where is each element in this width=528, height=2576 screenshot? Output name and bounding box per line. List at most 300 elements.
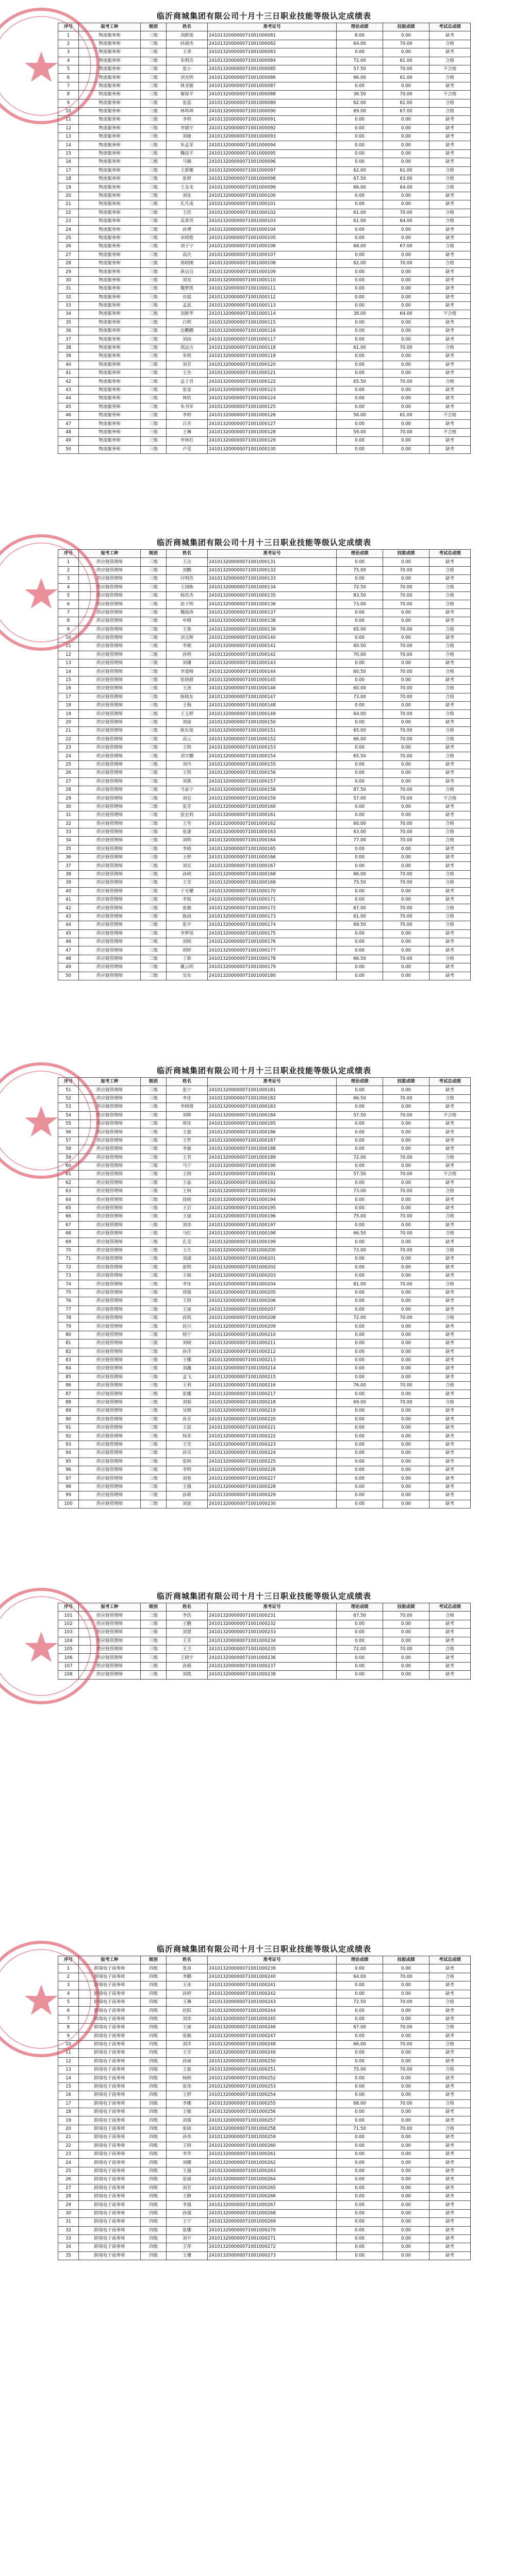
table-cell: 91 (58, 1424, 79, 1432)
table-header-row (58, 23, 471, 31)
table-cell: 26 (58, 769, 79, 777)
table-row (58, 1432, 471, 1440)
table-cell: 物流服务师 (79, 31, 141, 40)
table-cell: 供应链管理师 (79, 1654, 141, 1662)
table-cell: 241013200000071001000163 (208, 828, 337, 836)
table-cell: 缺考 (430, 1272, 471, 1280)
table-cell: 86 (58, 1382, 79, 1390)
table-cell: 供应链管理师 (79, 608, 141, 617)
table-cell: 65.50 (337, 378, 383, 386)
table-cell: 缺考 (430, 369, 471, 378)
table-cell: 0.00 (337, 1373, 383, 1381)
table-cell: 66 (58, 1213, 79, 1221)
table-cell: 三级 (141, 386, 167, 394)
table-row (58, 2251, 471, 2260)
table-cell: 缺考 (430, 1323, 471, 1331)
table-cell: 70.00 (383, 752, 430, 760)
table-row (58, 226, 471, 234)
table-cell: 31 (58, 285, 79, 293)
table-cell: 46 (58, 938, 79, 946)
table-cell: 四级 (141, 2142, 167, 2150)
table-cell: 三级 (141, 845, 167, 853)
table-cell: 孔莹 (167, 1238, 208, 1246)
table-cell: 0.00 (337, 896, 383, 904)
table-cell: 王梅 (167, 702, 208, 710)
table-cell: 29 (58, 794, 79, 803)
table-cell: 于晶 (167, 1179, 208, 1187)
table-cell: 合格 (430, 1645, 471, 1653)
table-cell: 28 (58, 2192, 79, 2200)
table-cell: 林鸣坤 (167, 107, 208, 115)
table-cell: 12 (58, 2057, 79, 2065)
table-cell: 王硕 (167, 1272, 208, 1280)
table-cell: 三级 (141, 40, 167, 48)
table-cell: 0.00 (337, 1654, 383, 1662)
table-cell: 0.00 (383, 1128, 430, 1137)
table-cell: 16 (58, 158, 79, 166)
table-cell: 21 (58, 200, 79, 209)
table-row (58, 276, 471, 284)
table-cell: 62 (58, 1179, 79, 1187)
table-cell: 四级 (141, 2218, 167, 2226)
table-cell: 0.00 (383, 2082, 430, 2091)
table-cell: 70.00 (383, 955, 430, 963)
table-cell: 61.00 (337, 209, 383, 217)
table-cell: 供应链管理师 (79, 1188, 141, 1196)
table-row (58, 2108, 471, 2116)
table-cell: 241013200000071001000086 (208, 74, 337, 82)
table-cell: 32 (58, 2226, 79, 2234)
table-cell: 缺考 (430, 268, 471, 276)
table-cell: 三级 (141, 149, 167, 158)
table-cell: 赵阳 (167, 2007, 208, 2015)
table-cell: 88 (58, 1398, 79, 1406)
table-cell: 70.00 (383, 2024, 430, 2032)
table-cell: 241013200000071001000185 (208, 1120, 337, 1128)
table-cell: 0.00 (337, 575, 383, 583)
table-cell: 35 (58, 845, 79, 853)
table-cell: 70.00 (383, 591, 430, 600)
table-cell: 70.00 (383, 1314, 430, 1322)
table-cell: 三级 (141, 862, 167, 870)
table-row (58, 2150, 471, 2158)
table-cell: 赵兴 (167, 1323, 208, 1331)
table-cell: 李锐 (167, 896, 208, 904)
table-cell: 0.00 (383, 1365, 430, 1373)
table-cell: 三级 (141, 1407, 167, 1415)
score-table (58, 1077, 471, 1509)
table-cell: 跨境电子商务师 (79, 2007, 141, 2015)
table-cell: 王婷 (167, 854, 208, 862)
table-cell: 39 (58, 352, 79, 361)
table-cell: 缺考 (430, 1086, 471, 1094)
table-cell: 白明 (167, 318, 208, 327)
table-cell: 供应链管理师 (79, 659, 141, 668)
table-cell: 四级 (141, 2226, 167, 2234)
table-cell: 马家宁 (167, 786, 208, 794)
table-cell: 物流服务师 (79, 318, 141, 327)
table-cell: 65.00 (337, 727, 383, 735)
table-cell: 三级 (141, 1620, 167, 1628)
table-cell: 0.00 (337, 2243, 383, 2251)
table-cell: 缺考 (430, 31, 471, 40)
table-cell: 供应链管理师 (79, 1314, 141, 1322)
table-cell: 241013200000071001000123 (208, 386, 337, 394)
table-cell: 0.00 (337, 2176, 383, 2184)
table-cell: 三级 (141, 1120, 167, 1128)
table-cell: 供应链管理师 (79, 1407, 141, 1415)
table-cell: 15 (58, 149, 79, 158)
table-row (58, 769, 471, 777)
table-cell: 物流服务师 (79, 91, 141, 99)
table-cell: 跨境电子商务师 (79, 2091, 141, 2099)
table-row (58, 1179, 471, 1187)
table-cell: 合格 (430, 625, 471, 634)
table-cell: 0.00 (383, 2159, 430, 2167)
table-row (58, 1475, 471, 1483)
table-cell: 241013200000071001000155 (208, 760, 337, 769)
table-cell: 王珊 (167, 2251, 208, 2260)
table-row (58, 938, 471, 946)
table-cell: 三级 (141, 1272, 167, 1280)
table-cell: 三级 (141, 820, 167, 828)
table-cell: 23 (58, 2150, 79, 2158)
table-cell: 241013200000071001000112 (208, 293, 337, 301)
table-cell: 0.00 (383, 1424, 430, 1432)
table-cell: 43 (58, 912, 79, 921)
table-cell: 241013200000071001000154 (208, 752, 337, 760)
table-cell: 三级 (141, 107, 167, 115)
table-cell: 王柯 (167, 1188, 208, 1196)
table-cell: 物流服务师 (79, 386, 141, 394)
table-row (58, 420, 471, 428)
table-cell: 李朝 (167, 642, 208, 651)
table-cell: 缺考 (430, 445, 471, 453)
table-cell: 缺考 (430, 1255, 471, 1263)
table-cell: 供应链管理师 (79, 1128, 141, 1137)
table-row (58, 91, 471, 99)
table-cell: 0.00 (337, 1662, 383, 1670)
table-cell: 三级 (141, 794, 167, 803)
table-cell: 四级 (141, 2099, 167, 2108)
table-cell: 缺考 (430, 192, 471, 200)
table-cell: 供应链管理师 (79, 1612, 141, 1620)
table-row (58, 2209, 471, 2217)
column-header: 技能成绩 (383, 1078, 430, 1086)
table-cell: 四级 (141, 2049, 167, 2057)
table-cell: 缺考 (430, 420, 471, 428)
table-cell: 物流服务师 (79, 352, 141, 361)
table-cell: 0.00 (337, 862, 383, 870)
table-cell: 陈东旭 (167, 727, 208, 735)
table-cell: 李晓倩 (167, 1103, 208, 1111)
table-cell: 供应链管理师 (79, 1213, 141, 1221)
table-cell: 241013200000071001000268 (208, 2209, 337, 2217)
table-cell: 三级 (141, 48, 167, 57)
table-cell: 王浩 (167, 209, 208, 217)
table-cell: 不合格 (430, 91, 471, 99)
table-cell: 241013200000071001000158 (208, 786, 337, 794)
table-cell: 丁新 (167, 955, 208, 963)
table-cell: 合格 (430, 693, 471, 701)
table-cell: 66.00 (337, 870, 383, 878)
table-cell: 三级 (141, 1475, 167, 1483)
table-cell: 四级 (141, 2234, 167, 2243)
table-cell: 0.00 (383, 1086, 430, 1094)
table-cell: 缺考 (430, 1306, 471, 1314)
table-cell: 241013200000071001000232 (208, 1620, 337, 1628)
table-cell: 供应链管理师 (79, 837, 141, 845)
table-row (58, 192, 471, 200)
table-cell: 0.00 (337, 777, 383, 786)
table-cell: 241013200000071001000245 (208, 2015, 337, 2023)
table-cell: 0.00 (337, 1221, 383, 1229)
table-row (58, 676, 471, 684)
table-cell: 21 (58, 727, 79, 735)
table-row (58, 2142, 471, 2150)
table-cell: 48 (58, 955, 79, 963)
table-cell: 供应链管理师 (79, 735, 141, 743)
table-cell: 孙丽 (167, 2057, 208, 2065)
table-cell: 0.00 (383, 972, 430, 980)
table-cell: 70.00 (383, 1612, 430, 1620)
table-cell: 67.50 (337, 175, 383, 183)
table-cell: 70.00 (383, 65, 430, 73)
table-cell: 241013200000071001000144 (208, 668, 337, 676)
column-header: 理论成绩 (337, 23, 383, 31)
table-cell: 王利 (167, 1382, 208, 1390)
table-cell: 跨境电子商务师 (79, 1990, 141, 1998)
table-cell: 缺考 (430, 1297, 471, 1306)
table-cell: 孙明 (167, 651, 208, 659)
table-cell: 36.50 (337, 91, 383, 99)
table-cell: 3 (58, 48, 79, 57)
table-cell: 106 (58, 1654, 79, 1662)
table-row (58, 133, 471, 141)
table-cell: 0.00 (383, 1255, 430, 1263)
table-cell: 刘强 (167, 2116, 208, 2125)
table-cell: 缺考 (430, 558, 471, 566)
table-cell: 三级 (141, 91, 167, 99)
table-cell: 四级 (141, 2040, 167, 2048)
table-cell: 0.00 (383, 1103, 430, 1111)
table-cell: 0.00 (383, 2201, 430, 2209)
table-cell: 孙凯 (167, 1314, 208, 1322)
page-title: 临沂商城集团有限公司十月十三日职业技能等级认定成绩表 (156, 1066, 371, 1075)
table-cell: 241013200000071001000194 (208, 1196, 337, 1204)
table-cell: 缺考 (430, 2150, 471, 2158)
table-cell: 0.00 (383, 1483, 430, 1491)
table-cell: 0.00 (337, 133, 383, 141)
table-cell: 68.00 (337, 2099, 383, 2108)
table-cell: 缺考 (430, 133, 471, 141)
table-cell: 三级 (141, 1373, 167, 1381)
table-cell: 缺考 (430, 327, 471, 335)
table-cell: 缺考 (430, 1990, 471, 1998)
table-row (58, 1120, 471, 1128)
table-cell: 97 (58, 1475, 79, 1483)
table-cell: 供应链管理师 (79, 1671, 141, 1679)
table-cell: 8.00 (337, 31, 383, 40)
table-row (58, 1637, 471, 1645)
table-cell: 0.00 (337, 1331, 383, 1339)
table-row (58, 2066, 471, 2074)
table-cell: 57 (58, 1137, 79, 1145)
page-title: 临沂商城集团有限公司十月十三日职业技能等级认定成绩表 (156, 1591, 371, 1601)
table-cell: 51 (58, 1086, 79, 1094)
table-cell: 缺考 (430, 608, 471, 617)
table-cell: 241013200000071001000088 (208, 91, 337, 99)
table-cell: 0.00 (383, 2074, 430, 2082)
table-cell: 241013200000071001000234 (208, 1637, 337, 1645)
table-row (58, 786, 471, 794)
table-row (58, 141, 471, 149)
table-cell: 跨境电子商务师 (79, 2074, 141, 2082)
table-cell: 物流服务师 (79, 268, 141, 276)
table-cell: 241013200000071001000111 (208, 285, 337, 293)
table-cell: 马宁 (167, 1162, 208, 1170)
table-cell: 85 (58, 1373, 79, 1381)
table-cell: 241013200000071001000202 (208, 1263, 337, 1272)
table-cell: 孙伟 (167, 2133, 208, 2142)
table-cell: 45 (58, 929, 79, 938)
table-cell: 三级 (141, 1162, 167, 1170)
table-cell: 67.00 (383, 243, 430, 251)
table-cell: 0.00 (383, 676, 430, 684)
table-cell: 供应链管理师 (79, 1103, 141, 1111)
table-cell: 刘鑫 (167, 1365, 208, 1373)
table-cell: 0.00 (337, 854, 383, 862)
table-cell: 0.00 (337, 2074, 383, 2082)
table-cell: 合格 (430, 1230, 471, 1238)
table-cell: 38.00 (337, 310, 383, 318)
table-cell: 物流服务师 (79, 65, 141, 73)
table-cell: 三级 (141, 938, 167, 946)
table-cell: 刘佳 (167, 192, 208, 200)
table-cell: 三级 (141, 1103, 167, 1111)
table-cell: 0.00 (383, 769, 430, 777)
table-cell: 缺考 (430, 811, 471, 820)
table-cell: 孙淑杰 (167, 40, 208, 48)
table-row (58, 2167, 471, 2175)
table-row (58, 378, 471, 386)
table-cell: 20 (58, 192, 79, 200)
table-cell: 0.00 (383, 2032, 430, 2040)
table-cell: 241013200000071001000203 (208, 1272, 337, 1280)
table-cell: 241013200000071001000095 (208, 149, 337, 158)
table-row (58, 1289, 471, 1297)
table-cell: 83 (58, 1356, 79, 1364)
table-cell: 供应链管理师 (79, 1204, 141, 1212)
table-cell: 王静 (167, 2192, 208, 2200)
table-cell: 9 (58, 99, 79, 107)
column-header: 准考证号 (208, 1603, 337, 1612)
table-row (58, 1466, 471, 1474)
table-cell: 241013200000071001000093 (208, 133, 337, 141)
table-cell: 0.00 (337, 1432, 383, 1440)
table-cell: 供应链管理师 (79, 1306, 141, 1314)
table-cell: 刘旭 (167, 1475, 208, 1483)
table-cell: 三级 (141, 361, 167, 369)
table-cell: 刘芳 (167, 361, 208, 369)
table-cell: 241013200000071001000114 (208, 310, 337, 318)
column-header: 考试总成绩 (430, 550, 471, 558)
table-cell: 20 (58, 718, 79, 726)
table-cell: 55 (58, 1120, 79, 1128)
table-cell: 0.00 (337, 268, 383, 276)
table-cell: 241013200000071001000127 (208, 420, 337, 428)
table-cell: 0.00 (337, 301, 383, 310)
table-cell: 241013200000071001000266 (208, 2192, 337, 2200)
table-cell: 241013200000071001000267 (208, 2201, 337, 2209)
table-cell: 三级 (141, 99, 167, 107)
table-row (58, 1981, 471, 1990)
table-cell: 241013200000071001000210 (208, 1331, 337, 1339)
table-cell: 郑远吉 (167, 344, 208, 352)
table-cell: 0.00 (337, 1204, 383, 1212)
table-cell: 王晓宇 (167, 1654, 208, 1662)
table-cell: 14 (58, 668, 79, 676)
table-cell: 62.00 (337, 259, 383, 267)
table-cell: 缺考 (430, 887, 471, 895)
table-cell: 70.00 (383, 828, 430, 836)
table-cell: 供应链管理师 (79, 1662, 141, 1670)
table-cell: 合格 (430, 2066, 471, 2074)
table-cell: 物流服务师 (79, 369, 141, 378)
table-cell: 跨境电子商务师 (79, 2116, 141, 2125)
table-cell: 0.00 (337, 285, 383, 293)
table-cell: 合格 (430, 175, 471, 183)
table-cell: 70.00 (383, 2040, 430, 2048)
table-cell: 0.00 (337, 1449, 383, 1458)
table-cell: 合格 (430, 1154, 471, 1162)
table-cell: 跨境电子商务师 (79, 2108, 141, 2116)
table-cell: 三级 (141, 192, 167, 200)
table-cell: 241013200000071001000193 (208, 1188, 337, 1196)
table-cell: 0.00 (337, 1407, 383, 1415)
table-cell: 241013200000071001000190 (208, 1162, 337, 1170)
table-cell: 刘雨 (167, 335, 208, 344)
table-cell: 跨境电子商务师 (79, 2159, 141, 2167)
table-cell: 跨境电子商务师 (79, 2234, 141, 2243)
table-cell: 不合格 (430, 310, 471, 318)
table-row (58, 1415, 471, 1423)
table-cell: 0.00 (383, 48, 430, 57)
table-cell: 三级 (141, 760, 167, 769)
table-row (58, 693, 471, 701)
table-cell: 供应链管理师 (79, 1492, 141, 1500)
table-cell: 吴东 (167, 972, 208, 980)
table-cell: 7 (58, 2015, 79, 2023)
table-row (58, 1213, 471, 1221)
table-cell: 241013200000071001000205 (208, 1289, 337, 1297)
table-cell: 70.00 (383, 921, 430, 929)
table-cell: 王冰 (167, 1981, 208, 1990)
table-cell: 0.00 (337, 2234, 383, 2243)
table-cell: 缺考 (430, 293, 471, 301)
table-cell: 跨境电子商务师 (79, 2066, 141, 2074)
table-row (58, 668, 471, 676)
table-cell: 物流服务师 (79, 395, 141, 403)
table-cell: 76.00 (337, 1382, 383, 1390)
table-row (58, 583, 471, 591)
table-cell: 缺考 (430, 141, 471, 149)
table-row (58, 1440, 471, 1449)
table-cell: 朱明 (167, 352, 208, 361)
table-cell: 张敏 (167, 2032, 208, 2040)
table-cell: 25 (58, 760, 79, 769)
table-cell: 供应链管理师 (79, 575, 141, 583)
